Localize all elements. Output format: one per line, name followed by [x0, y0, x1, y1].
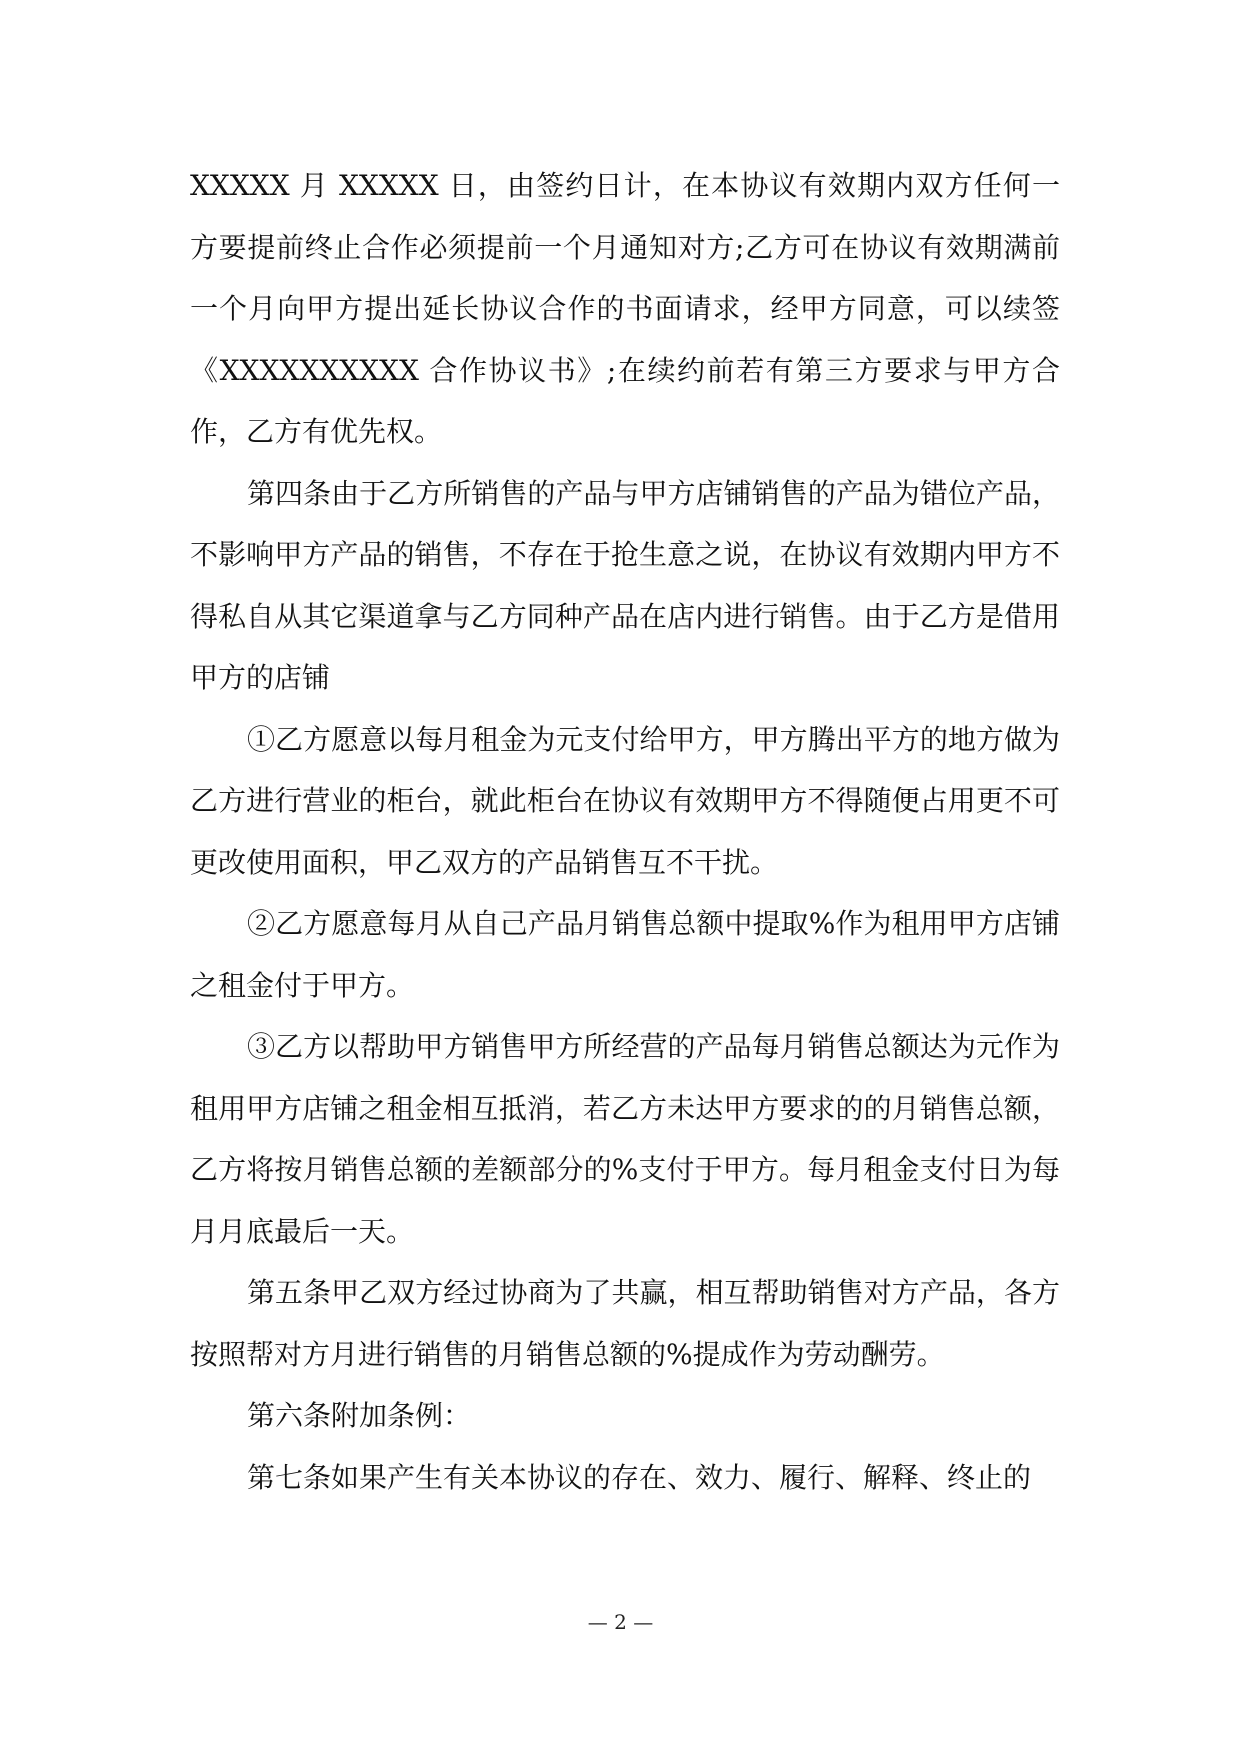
paragraph-article-5: 第五条甲乙双方经过协商为了共赢，相互帮助销售对方产品，各方按照帮对方月进行销售的月销售总额的%提成作为劳动酬劳。 — [190, 1276, 1060, 1371]
paragraph-term-validity-continuation: XXXXX 月 XXXXX 日，由签约日计，在本协议有效期内双方任何一方要提前终止合作必须提前一个月通知对方;乙方可在协议有效期满前一个月向甲方提出延长协议合作的书面请求，经甲方同意，可以续签《XXXXXXXXXX 合作协议书》;在续约前若有第三方要求与甲方合作，乙方有优先权。 — [190, 169, 1060, 448]
paragraph-item-3: ③乙方以帮助甲方销售甲方所经营的产品每月销售总额达为元作为租用甲方店铺之租金相互抵消，若乙方未达甲方要求的的月销售总额，乙方将按月销售总额的差额部分的%支付于甲方。每月租金支付日为每月月底最后一天。 — [190, 1030, 1060, 1248]
paragraph-article-4: 第四条由于乙方所销售的产品与甲方店铺销售的产品为错位产品，不影响甲方产品的销售，不存在于抢生意之说，在协议有效期内甲方不得私自从其它渠道拿与乙方同种产品在店内进行销售。由于乙方是借用甲方的店铺 — [190, 476, 1060, 694]
paragraph-item-2: ②乙方愿意每月从自己产品月销售总额中提取%作为租用甲方店铺之租金付于甲方。 — [190, 907, 1060, 1002]
page-number: — 2 — — [587, 1610, 654, 1634]
paragraph-article-6: 第六条附加条例： — [247, 1399, 472, 1432]
paragraph-article-7: 第七条如果产生有关本协议的存在、效力、履行、解释、终止的 — [247, 1460, 1032, 1494]
document-body — [190, 155, 1060, 1508]
paragraph-item-1: ①乙方愿意以每月租金为元支付给甲方，甲方腾出平方的地方做为乙方进行营业的柜台，就此柜台在协议有效期甲方不得随便占用更不可更改使用面积，甲乙双方的产品销售互不干扰。 — [190, 722, 1060, 879]
